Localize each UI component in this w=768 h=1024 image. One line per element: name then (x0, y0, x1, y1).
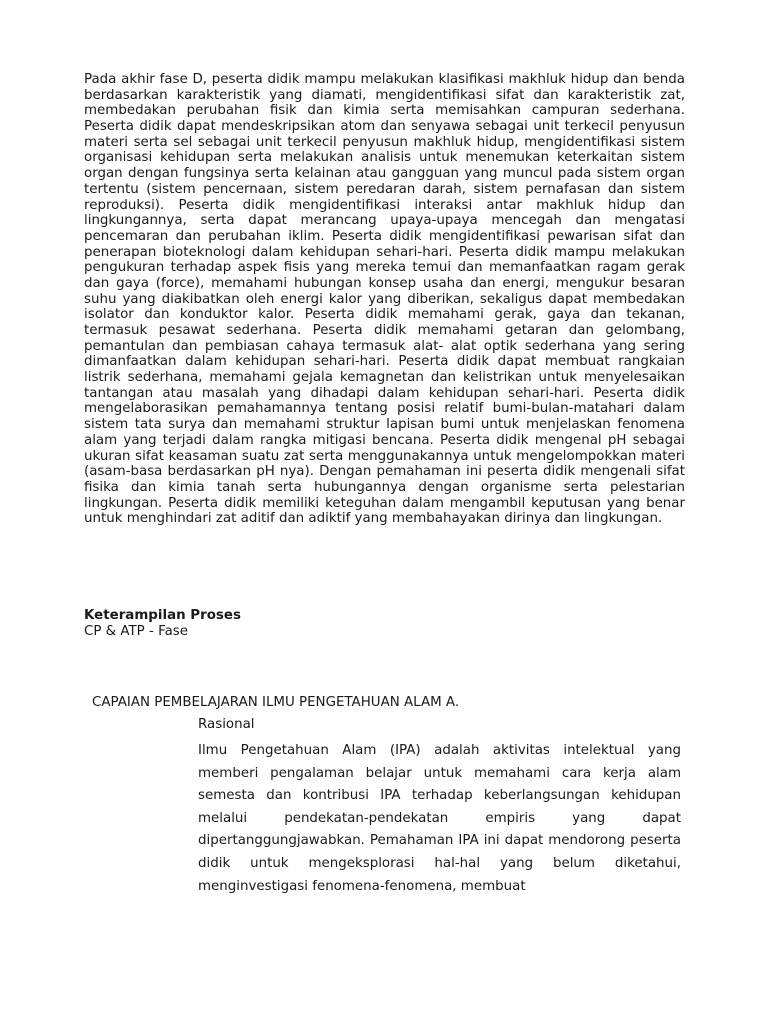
rationale-paragraph: Ilmu Pengetahuan Alam (IPA) adalah aktivitas intelektual yang memberi pengalaman belajar untuk memahami cara kerja alam semesta dan kontribusi IPA terhadap keberlangsungan kehidupan melalui pendekatan-pendekatan empiris yang dapat dipertanggungjawabkan. Pemahaman IPA ini dapat mendorong peserta didik untuk mengeksplorasi hal-hal yang belum diketahui, menginvestigasi fenomena-fenomena, membuat (198, 743, 681, 894)
chapter-title: CAPAIAN PEMBELAJARAN ILMU PENGETAHUAN ALAM A. (92, 695, 460, 710)
section-heading: Keterampilan Proses (84, 608, 241, 623)
main-paragraph: Pada akhir fase D, peserta didik mampu melakukan klasifikasi makhluk hidup dan benda berdasarkan karakteristik yang diamati, mengidentifikasi sifat dan karakteristik zat, membedakan perubahan fisik dan kimia serta memisahkan campuran sederhana. Peserta didik dapat mendeskripsikan atom dan senyawa sebagai unit terkecil penyusun materi serta sel sebagai unit terkecil penyusun makhluk hidup, mengidentifikasi sistem organisasi kehidupan serta melakukan analisis untuk menemukan keterkaitan sistem organ dengan fungsinya serta kelainan atau gangguan yang muncul pada sistem organ tertentu (sistem pencernaan, sistem peredaran darah, sistem pernafasan dan sistem reproduksi). Peserta didik mengidentifikasi interaksi antar makhluk hidup dan lingkungannya, serta dapat merancang upaya-upaya mencegah dan mengatasi pencemaran dan perubahan iklim. Peserta didik mengidentifikasi pewarisan sifat dan penerapan bioteknologi dalam kehidupan sehari-hari. Peserta didik mampu melakukan pengukuran terhadap aspek fisis yang mereka temui dan memanfaatkan ragam gerak dan gaya (force), memahami hubungan konsep usaha dan energi, mengukur besaran suhu yang diakibatkan oleh energi kalor yang diberikan, sekaligus dapat membedakan isolator dan konduktor kalor. Peserta didik memahami gerak, gaya dan tekanan, termasuk pesawat sederhana. Peserta didik memahami getaran dan gelombang, pemantulan dan pembiasan cahaya termasuk alat- alat optik sederhana yang sering dimanfaatkan dalam kehidupan sehari-hari. Peserta didik dapat membuat rangkaian listrik sederhana, memahami gejala kemagnetan dan kelistrikan untuk menyelesaikan tantangan atau masalah yang dihadapi dalam kehidupan sehari-hari. Peserta didik mengelaborasikan pemahamannya tentang posisi relatif bumi-bulan-matahari dalam sistem tata surya dan memahami struktur lapisan bumi untuk menjelaskan fenomena alam yang terjadi dalam rangka mitigasi bencana. Peserta didik mengenal pH sebagai ukuran sifat keasaman suatu zat serta menggunakannya untuk mengelompokkan materi (asam-basa berdasarkan pH nya). Dengan pemahaman ini peserta didik mengenali sifat fisika dan kimia tanah serta hubungannya dengan organisme serta pelestarian lingkungan. Peserta didik memiliki keteguhan dalam mengambil keputusan yang benar untuk menghindari zat aditif dan adiktif yang membahayakan dirinya dan lingkungan. (84, 72, 685, 527)
section-subheading: CP & ATP - Fase (84, 624, 188, 639)
subsection-label: Rasional (198, 717, 255, 732)
